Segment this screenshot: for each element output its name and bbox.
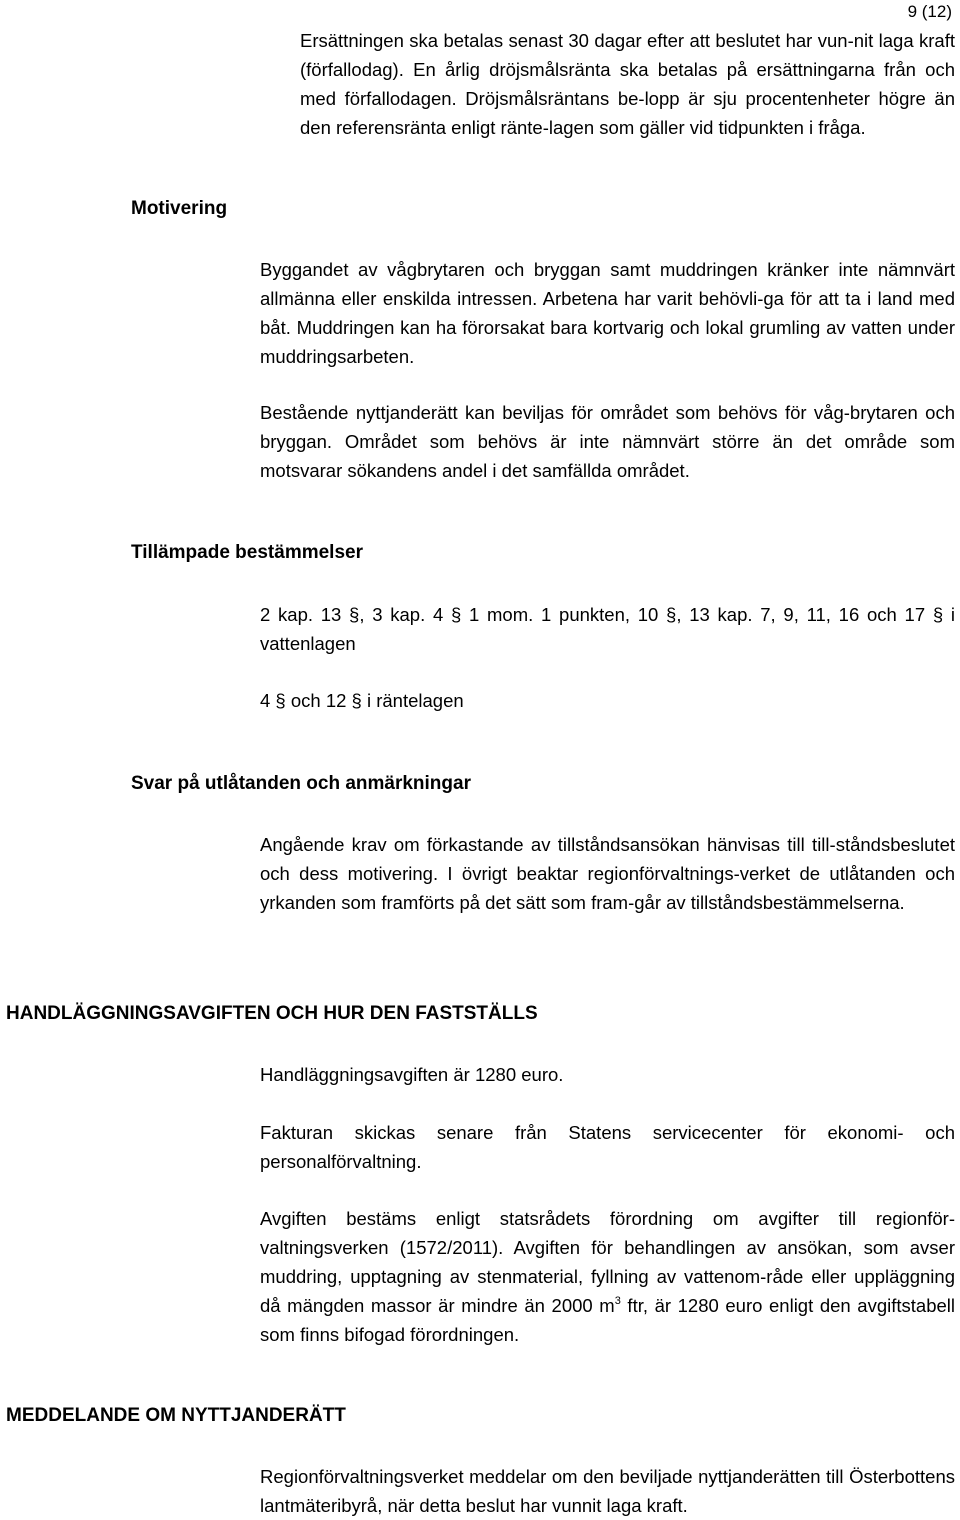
motivering-paragraph-1: Byggandet av vågbrytaren och bryggan samt muddringen kränker inte nämnvärt allmänna eller enskilda intressen. Arbetena har varit behövli-ga för att ta i land med båt. Muddringen kan ha förorsakat bara kortvarig och lokal grumling av vatten under muddringsarbeten. [260, 259, 955, 367]
intro-paragraph: Ersättningen ska betalas senast 30 dagar efter att beslutet har vun-nit laga kraft (förfallodag). En årlig dröjsmålsränta ska betalas på ersättningarna från och med förfallodagen. Dröjsmålsräntans be-lopp är sju procentenheter högre än den referensränta enligt ränte-lagen som gäller vid tidpunkten i fråga. [300, 30, 955, 138]
avgift-paragraph-3-text-b: ftr, är 1280 euro enligt den avgiftstabell som finns bifogad förordningen. [260, 1295, 955, 1345]
meddelande-paragraph: Regionförvaltningsverket meddelar om den beviljade nyttjanderätten till Österbottens lantmäteribyrå, när detta beslut har vunnit laga kraft. [260, 1466, 955, 1516]
avgift-paragraph-3-text-a: Avgiften bestäms enligt statsrådets förordning om avgifter till regionför-valtningsverken (1572/2011). Avgiften för behandlingen av ansökan, som avser muddring, upptagning av stenmaterial, fyllning av vattenom-råde eller uppläggning då mängden massor är mindre än 2000 m [260, 1208, 955, 1316]
tillampade-paragraph-2: 4 § och 12 § i räntelagen [260, 690, 464, 711]
avgift-heading: HANDLÄGGNINGSAVGIFTEN OCH HUR DEN FASTSTÄLLS [6, 1003, 538, 1024]
tillampade-paragraph-1: 2 kap. 13 §, 3 kap. 4 § 1 mom. 1 punkten, 10 §, 13 kap. 7, 9, 11, 16 och 17 § i vattenlagen [260, 604, 955, 654]
svar-heading: Svar på utlåtanden och anmärkningar [131, 773, 471, 794]
avgift-superscript: 3 [614, 1294, 621, 1307]
avgift-paragraph-2: Fakturan skickas senare från Statens servicecenter för ekonomi- och personalförvaltning. [260, 1122, 955, 1172]
avgift-paragraph-1: Handläggningsavgiften är 1280 euro. [260, 1064, 564, 1085]
avgift-paragraph-3 [260, 1204, 955, 1349]
page-number: 9 (12) [907, 2, 952, 21]
tillampade-heading: Tillämpade bestämmelser [131, 542, 363, 563]
motivering-heading: Motivering [131, 198, 228, 219]
motivering-paragraph-2: Bestående nyttjanderätt kan beviljas för området som behövs för våg-brytaren och bryggan. Området som behövs är inte nämnvärt större än det område som motsvarar sökandens andel i det samfällda området. [260, 402, 955, 481]
svar-paragraph: Angående krav om förkastande av tillståndsansökan hänvisas till till-ståndsbeslutet och dess motivering. I övrigt beaktar regionförvaltnings-verket de utlåtanden och yrkanden som framförts på det sätt som fram-går av tillståndsbestämmelserna. [260, 834, 955, 913]
meddelande-heading: MEDDELANDE OM NYTTJANDERÄTT [6, 1405, 346, 1426]
